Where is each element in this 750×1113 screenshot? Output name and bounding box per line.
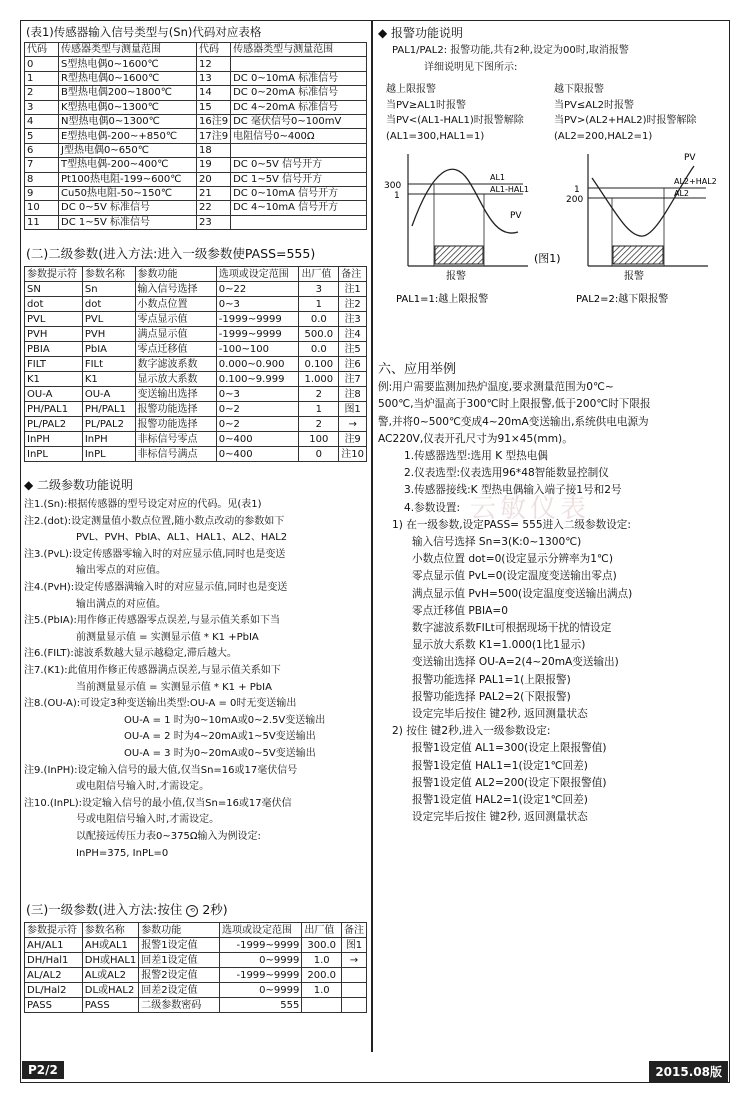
table-cell: 100 (299, 432, 339, 447)
example-line: 零点显示值 PvL=0(设定温度变送输出零点) (412, 570, 617, 583)
note-line: 前测量显示值 = 实测显示值 * K1 +PbIA (76, 631, 259, 643)
example-line: 报警功能选择 PAL2=2(下限报警) (412, 690, 571, 703)
caption-left: PAL1=1:越上限报警 (396, 294, 489, 306)
right-label-al2-hal2: AL2+HAL2 (674, 177, 717, 187)
table-cell: FILT (25, 357, 83, 372)
notes-list (24, 497, 367, 862)
table-cell: 12 (197, 57, 231, 71)
level2-param-table (24, 266, 367, 462)
note-line: PVL、PVH、PbIA、AL1、HAL1、AL2、HAL2 (76, 532, 288, 544)
note-line: 或电阻信号输入时,才需设定。 (76, 781, 210, 793)
table-cell: 0 (299, 447, 339, 462)
table-cell: 报警2设定值 (139, 968, 220, 983)
table-cell (342, 998, 367, 1013)
right-tick-200: 200 (566, 195, 584, 206)
table-cell: Pt100热电阻-199~600℃ (59, 172, 197, 186)
column-header: 参数提示符 (25, 923, 83, 938)
table-cell: → (339, 417, 367, 432)
table-cell: E型热电偶-200~+850℃ (59, 129, 197, 143)
table-cell: 回差2设定值 (139, 983, 220, 998)
table-cell: 零点显示值 (135, 312, 216, 327)
column-header: 代码 (25, 43, 59, 57)
column-header: 出厂值 (299, 267, 339, 282)
table-cell: 555 (219, 998, 301, 1013)
table-cell: 零点迁移值 (135, 342, 216, 357)
example-line: 例:用户需要监测加热炉温度,要求测量范围为0℃~ (378, 381, 614, 394)
note-line: 注8.(OU-A):可设定3种变送输出类型:OU-A = 0时无变送输出 (24, 698, 297, 710)
page-number: P2/2 (22, 1061, 64, 1079)
table-cell: AH/AL1 (25, 938, 83, 953)
table-row (25, 387, 367, 402)
example-line: AC220V,仪表开孔尺寸为91×45(mm)。 (378, 432, 573, 445)
table-cell: 注6 (339, 357, 367, 372)
column-divider (371, 20, 373, 1052)
table-cell: DL或HAL2 (82, 983, 139, 998)
table-cell: 0~3 (216, 387, 299, 402)
table-row (25, 201, 367, 215)
table-cell: K型热电偶0~1300℃ (59, 100, 197, 114)
table-cell: 3 (25, 100, 59, 114)
table-cell: PASS (82, 998, 139, 1013)
table-cell: 0~400 (216, 447, 299, 462)
table-cell: 17注9 (197, 129, 231, 143)
left-tick-300: 300 (384, 181, 402, 192)
table-cell: K1 (25, 372, 83, 387)
table-cell: 7 (25, 158, 59, 172)
table-cell: 1.0 (302, 983, 342, 998)
note-line: InPH=375, InPL=0 (76, 847, 169, 859)
example-line: 零点迁移值 PBIA=0 (412, 604, 508, 617)
table-cell: OU-A (25, 387, 83, 402)
table-header-row (25, 43, 367, 57)
alarm-desc-line: 当PV<(AL1-HAL1)时报警解除 (386, 115, 524, 127)
right-alarm-word: 报警 (624, 271, 644, 283)
table-cell: DC 0~10mA 标准信号 (231, 71, 367, 85)
table-cell: 0~3 (216, 297, 299, 312)
note-line: 号或电阻信号输入时,才需设定。 (76, 814, 220, 826)
note-line: 注9.(InPH):设定输入信号的最大值,仅当Sn=16或17毫伏信号 (24, 764, 298, 776)
example-line: 警,并将0~500℃变成4~20mA变送输出,系统供电电源为 (378, 415, 649, 428)
table-row (25, 100, 367, 114)
column-header: 传感器类型与测量范围 (59, 43, 197, 57)
table-row (25, 129, 367, 143)
table-cell (231, 57, 367, 71)
example-line: 数字滤波系数FILt可根据现场干扰的情设定 (412, 622, 612, 635)
table-row (25, 312, 367, 327)
table-row (25, 297, 367, 312)
left-label-pv: PV (510, 211, 522, 222)
column-header: 选项或设定范围 (219, 923, 301, 938)
table-cell: AL/AL2 (25, 968, 83, 983)
table-cell: InPH (82, 432, 135, 447)
table-cell: 2 (299, 417, 339, 432)
table-cell: -100~100 (216, 342, 299, 357)
table-cell: B型热电偶200~1800℃ (59, 86, 197, 100)
table-cell: 1 (299, 402, 339, 417)
table3-title-tail: 2秒) (202, 902, 228, 918)
column-header: 选项或设定范围 (216, 267, 299, 282)
table-cell (342, 968, 367, 983)
example-line: 报警功能选择 PAL1=1(上限报警) (412, 673, 571, 686)
table-cell: 19 (197, 158, 231, 172)
table-cell: 1.000 (299, 372, 339, 387)
table-cell: 数字滤波系数 (135, 357, 216, 372)
table-cell: 0.0 (299, 312, 339, 327)
caption-right: PAL2=2:越下限报警 (576, 294, 669, 306)
table-row (25, 968, 367, 983)
note-line: OU-A = 2 时为4~20mA或1~5V变送输出 (124, 731, 316, 743)
table-cell: 显示放大系数 (135, 372, 216, 387)
table-cell: -1999~9999 (219, 938, 301, 953)
table-cell: DC 1~5V 标准信号 (59, 215, 197, 229)
table-cell: 11 (25, 215, 59, 229)
table-cell: 500.0 (299, 327, 339, 342)
table-cell: 23 (197, 215, 231, 229)
left-tick-1: 1 (394, 191, 400, 202)
table-row (25, 447, 367, 462)
table-cell: PVL (25, 312, 83, 327)
table-cell: 1 (25, 71, 59, 85)
column-header: 参数名称 (82, 267, 135, 282)
column-header: 参数功能 (139, 923, 220, 938)
table-cell: 0~2 (216, 417, 299, 432)
table-cell: T型热电偶-200~400℃ (59, 158, 197, 172)
table-cell: 0~400 (216, 432, 299, 447)
table-cell: 0.100 (299, 357, 339, 372)
left-label-al1-hal1: AL1-HAL1 (490, 185, 529, 195)
column-header: 出厂值 (302, 923, 342, 938)
right-column (378, 24, 726, 826)
table-cell: 20 (197, 172, 231, 186)
table-row (25, 215, 367, 229)
alarm-desc-line: (AL1=300,HAL1=1) (386, 130, 485, 142)
table-row (25, 417, 367, 432)
example-line: 显示放大系数 K1=1.000(1比1显示) (412, 639, 586, 652)
table-cell: 电阻信号0~400Ω (231, 129, 367, 143)
table-cell: PbIA (82, 342, 135, 357)
example-line: 4.参数设置: (404, 501, 461, 514)
table-cell: J型热电偶0~650℃ (59, 143, 197, 157)
example-line: 报警1设定值 HAL1=1(设定1℃回差) (412, 759, 588, 772)
table-cell: 小数点位置 (135, 297, 216, 312)
table3-title-text: (三)一级参数(进入方法:按住 (26, 902, 183, 918)
table-cell: 注10 (339, 447, 367, 462)
table-cell: 非标信号满点 (135, 447, 216, 462)
table-cell: DH/Hal1 (25, 953, 83, 968)
high-alarm-desc (386, 82, 524, 144)
table1-title: (表1)传感器输入信号类型与(Sn)代码对应表格 (26, 25, 262, 39)
table-cell: OU-A (82, 387, 135, 402)
table-row (25, 158, 367, 172)
table-row (25, 57, 367, 71)
table-cell: 14 (197, 86, 231, 100)
table-cell: 注8 (339, 387, 367, 402)
table-cell: K1 (82, 372, 135, 387)
example-line: 报警1设定值 AL2=200(设定下限报警值) (412, 776, 607, 789)
note-line: 注1.(Sn):根据传感器的型号设定对应的代码。见(表1) (24, 499, 262, 511)
table-cell: 0.000~0.900 (216, 357, 299, 372)
table-cell: 0~2 (216, 402, 299, 417)
table-cell: 注3 (339, 312, 367, 327)
notes-title: ◆ 二级参数功能说明 (24, 478, 134, 493)
table-cell: FILt (82, 357, 135, 372)
table-cell: 18 (197, 143, 231, 157)
table-row (25, 282, 367, 297)
table-cell: PBIA (25, 342, 83, 357)
right-label-pv: PV (684, 153, 696, 164)
watermark: 云敏仪表 (470, 494, 591, 524)
table-cell: R型热电偶0~1600℃ (59, 71, 197, 85)
table-row (25, 86, 367, 100)
table3-title (26, 900, 367, 918)
example-line: 小数点位置 dot=0(设定显示分辨率为1℃) (412, 553, 613, 566)
table-cell: InPH (25, 432, 83, 447)
table-cell: 图1 (339, 402, 367, 417)
table-cell: DH或HAL1 (82, 953, 139, 968)
note-line: 注7.(K1):此值用作修正传感器满点误差,与显示值关系如下 (24, 665, 281, 677)
column-header: 参数提示符 (25, 267, 83, 282)
table-cell (302, 998, 342, 1013)
table-cell: 3 (299, 282, 339, 297)
table-cell: 0~9999 (219, 983, 301, 998)
example-line: 1.传感器选型:选用 K 型热电偶 (404, 450, 548, 462)
table-row (25, 998, 367, 1013)
example-line: 3.传感器接线:K 型热电偶输入端子接1号和2号 (404, 484, 622, 497)
column-header: 备注 (339, 267, 367, 282)
example-line: 报警1设定值 HAL2=1(设定1℃回差) (412, 794, 588, 807)
table-cell: N型热电偶0~1300℃ (59, 114, 197, 128)
example-title: 六、应用举例 (378, 362, 457, 378)
table-cell: 报警功能选择 (135, 402, 216, 417)
table-cell: -1999~9999 (219, 968, 301, 983)
table-cell (342, 983, 367, 998)
note-line: 注10.(InPL):设定输入信号的最小值,仅当Sn=16或17毫伏信 (24, 797, 292, 809)
example-body (378, 379, 726, 826)
right-label-al2: AL2 (674, 189, 690, 199)
table-header-row (25, 267, 367, 282)
table-cell: DC 0~20mA 标准信号 (231, 86, 367, 100)
table-cell: 2 (299, 387, 339, 402)
table-cell: AH或AL1 (82, 938, 139, 953)
alarm-title: ◆ 报警功能说明 (378, 26, 464, 40)
table-cell: PH/PAL1 (82, 402, 135, 417)
table-cell: → (342, 953, 367, 968)
table-cell: 0~22 (216, 282, 299, 297)
table-cell: -1999~9999 (216, 327, 299, 342)
table-cell: 2 (25, 86, 59, 100)
column-header: 代码 (197, 43, 231, 57)
example-line: 输入信号选择 Sn=3(K:0~1300℃) (412, 536, 582, 549)
table-cell: 报警1设定值 (139, 938, 220, 953)
table-cell: PVH (82, 327, 135, 342)
alarm-desc-1: PAL1/PAL2: 报警功能,共有2种,设定为00时,取消报警 (392, 45, 629, 56)
note-line: 注5.(PbIA):用作修正传感器零点误差,与显示值关系如下当 (24, 615, 281, 627)
low-alarm-desc (554, 82, 697, 144)
alarm-chart-svg (378, 148, 726, 323)
table-cell (231, 215, 367, 229)
example-line: 变送输出选择 OU-A=2(4~20mA变送输出) (412, 656, 619, 669)
example-line: 2.仪表选型:仪表选用96*48智能数显控制仪 (404, 467, 609, 480)
table-cell: PASS (25, 998, 83, 1013)
note-line: 注3.(PvL):设定传感器零输入时的对应显示值,同时也是变送 (24, 548, 286, 560)
note-line: 当前测量显示值 = 实测显示值 * K1 + PbIA (76, 681, 272, 693)
alarm-desc-line: 当PV≤AL2时报警 (554, 99, 635, 111)
example-line: 500℃,当炉温高于300℃时上限报警,低于200℃时下限报 (378, 398, 651, 411)
table-cell: InPL (25, 447, 83, 462)
set-key-icon: ⟲ (186, 905, 198, 917)
table-cell: PVL (82, 312, 135, 327)
table2-title: (二)二级参数(进入方法:进入一级参数使PASS=555) (26, 246, 316, 262)
table-row (25, 114, 367, 128)
note-line: 注2.(dot):设定测量值小数点位置,随小数点改动的参数如下 (24, 515, 285, 527)
table-cell: DC 0~5V 信号开方 (231, 158, 367, 172)
table-row (25, 143, 367, 157)
table-cell: 非标信号零点 (135, 432, 216, 447)
alarm-desc-2: 详细说明见下图所示: (424, 61, 518, 73)
table-cell: 16注9 (197, 114, 231, 128)
table-row (25, 938, 367, 953)
example-line: 设定完毕后按住 键2秒, 返回测量状态 (412, 811, 588, 824)
sensor-code-table (24, 42, 367, 230)
note-line: 注4.(PvH):设定传感器满输入时的对应显示值,同时也是变送 (24, 582, 288, 594)
table-cell: dot (25, 297, 83, 312)
table-row (25, 186, 367, 200)
table-cell: 报警功能选择 (135, 417, 216, 432)
alarm-desc-line: 当PV>(AL2+HAL2)时报警解除 (554, 115, 697, 127)
table-cell: 200.0 (302, 968, 342, 983)
note-line: 以配接远传压力表0~375Ω输入为例设定: (76, 830, 261, 842)
table-cell: 注2 (339, 297, 367, 312)
table-cell: dot (82, 297, 135, 312)
table-row (25, 71, 367, 85)
column-header: 参数名称 (82, 923, 139, 938)
column-header: 备注 (342, 923, 367, 938)
table-cell: 变送输出选择 (135, 387, 216, 402)
column-header: 传感器类型与测量范围 (231, 43, 367, 57)
table-cell: 5 (25, 129, 59, 143)
table-row (25, 953, 367, 968)
table-cell: SN (25, 282, 83, 297)
table-cell: 注5 (339, 342, 367, 357)
table-cell: 0~9999 (219, 953, 301, 968)
table-cell: 6 (25, 143, 59, 157)
table-cell: Sn (82, 282, 135, 297)
table-cell: PL/PAL2 (82, 417, 135, 432)
alarm-desc-line: 越下限报警 (554, 84, 604, 96)
table-cell: DC 4~10mA 信号开方 (231, 201, 367, 215)
table-cell: 9 (25, 186, 59, 200)
note-line: 注6.(FILT):滤波系数越大显示越稳定,滞后越大。 (24, 648, 237, 660)
table-cell: PL/PAL2 (25, 417, 83, 432)
alarm-desc-line: 当PV≥AL1时报警 (386, 99, 467, 111)
table-cell: PH/PAL1 (25, 402, 83, 417)
table-cell: PVH (25, 327, 83, 342)
table-cell: 13 (197, 71, 231, 85)
table-cell: S型热电偶0~1600℃ (59, 57, 197, 71)
table-cell: 注7 (339, 372, 367, 387)
table-cell: 1.0 (302, 953, 342, 968)
table-row (25, 327, 367, 342)
table-cell: InPL (82, 447, 135, 462)
table-row (25, 402, 367, 417)
table-row (25, 172, 367, 186)
table-cell: 注4 (339, 327, 367, 342)
figure-label: (图1) (534, 252, 561, 266)
table-cell: 二级参数密码 (139, 998, 220, 1013)
example-line: 1) 在一级参数,设定PASS= 555进入二级参数设定: (392, 518, 631, 531)
table-cell: 0.100~9.999 (216, 372, 299, 387)
table-cell: 22 (197, 201, 231, 215)
right-tick-1: 1 (574, 185, 580, 196)
table-cell: 300.0 (302, 938, 342, 953)
example-line: 满点显示值 PvH=500(设定温度变送输出满点) (412, 587, 633, 600)
alarm-diagram (378, 82, 726, 312)
note-line: OU-A = 1 时为0~10mA或0~2.5V变送输出 (124, 714, 326, 726)
example-line: 设定完毕后按住 键2秒, 返回测量状态 (412, 708, 588, 721)
table-cell: AL或AL2 (82, 968, 139, 983)
table-row (25, 342, 367, 357)
left-label-al1: AL1 (490, 173, 506, 183)
table-row (25, 983, 367, 998)
version-date: 2015.08版 (649, 1061, 728, 1082)
table-cell: 1 (299, 297, 339, 312)
note-line: 输出零点的对应值。 (76, 565, 166, 577)
table-cell: 回差1设定值 (139, 953, 220, 968)
table-cell: DC 0~5V 标准信号 (59, 201, 197, 215)
table-cell: 图1 (342, 938, 367, 953)
table-cell: 0 (25, 57, 59, 71)
table-cell: 注1 (339, 282, 367, 297)
example-line: 报警1设定值 AL1=300(设定上限报警值) (412, 742, 607, 755)
table-cell: 输入信号选择 (135, 282, 216, 297)
table-header-row (25, 923, 367, 938)
table-cell: DC 毫伏信号0~100mV (231, 114, 367, 128)
table-cell: Cu50热电阻-50~150℃ (59, 186, 197, 200)
table-cell: 满点显示值 (135, 327, 216, 342)
table-row (25, 432, 367, 447)
table-cell: 10 (25, 201, 59, 215)
alarm-desc-line: (AL2=200,HAL2=1) (554, 130, 653, 142)
note-line: OU-A = 3 时为0~20mA或0~5V变送输出 (124, 747, 316, 759)
level1-param-table (24, 922, 367, 1013)
table-cell: DC 4~20mA 标准信号 (231, 100, 367, 114)
table-row (25, 372, 367, 387)
table-cell: 21 (197, 186, 231, 200)
table-cell: 15 (197, 100, 231, 114)
table-cell: -1999~9999 (216, 312, 299, 327)
table-cell: 8 (25, 172, 59, 186)
table-cell: 注9 (339, 432, 367, 447)
left-column (24, 24, 367, 1013)
alarm-desc-line: 越上限报警 (386, 84, 436, 96)
left-alarm-word: 报警 (446, 271, 466, 283)
table-cell: 4 (25, 114, 59, 128)
table-cell: DC 0~10mA 信号开方 (231, 186, 367, 200)
table-row (25, 357, 367, 372)
table-cell: DL/Hal2 (25, 983, 83, 998)
note-line: 输出满点的对应值。 (76, 598, 166, 610)
column-header: 参数功能 (135, 267, 216, 282)
table-cell: 0.0 (299, 342, 339, 357)
table-cell: DC 1~5V 信号开方 (231, 172, 367, 186)
example-line: 2) 按住 键2秒,进入一级参数设定: (392, 725, 551, 738)
table-cell (231, 143, 367, 157)
